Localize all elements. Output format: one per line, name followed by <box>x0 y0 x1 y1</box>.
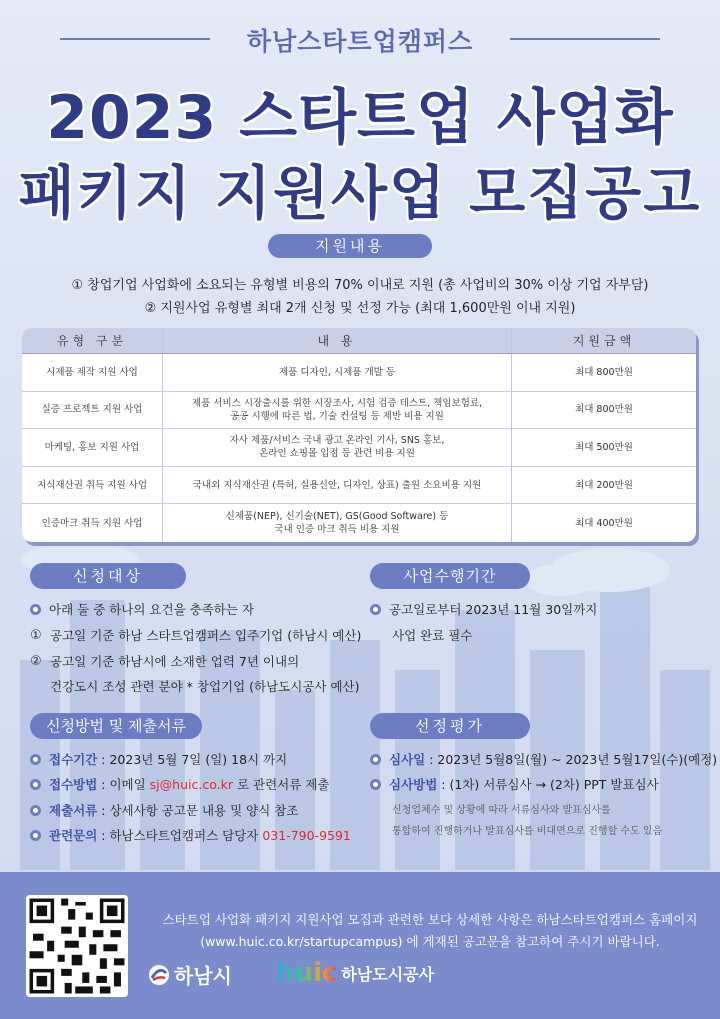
evaluation-date-key: 심사일 <box>389 752 426 767</box>
email-link[interactable]: sj@huic.co.kr <box>149 777 233 792</box>
table-row <box>22 504 696 542</box>
row-type: 시제품 제작 지원 사업 <box>46 366 138 378</box>
apply-section-label: 신청방법 및 제출서류 <box>30 713 202 739</box>
evaluation-method-value: : (1차) 서류심사 → (2차) PPT 발표심사 <box>437 777 659 792</box>
organization-name: 하남스타트업캠퍼스 <box>246 27 474 56</box>
row-content: 신제품(NEP), 신기술(NET), GS(Good Software) 등 국내 인증 마크 취득 비용 지원 <box>162 504 512 542</box>
evaluation-date <box>370 750 717 768</box>
apply-inquiry-key: 관련문의 <box>49 828 98 843</box>
apply-period <box>30 750 287 768</box>
phone-number[interactable]: 031-790-9591 <box>262 828 351 843</box>
apply-documents <box>30 801 298 819</box>
period-line-1 <box>370 600 597 618</box>
bullet-icon <box>30 830 41 841</box>
row-amount: 최대 800만원 <box>575 404 633 416</box>
evaluation-date-value: : 2023년 5월8일(월) ~ 2023년 5월17일(수)(예정) <box>425 752 718 767</box>
eligibility-lead-text: 아래 둘 중 하나의 요건을 충족하는 자 <box>49 602 254 617</box>
row-content: 제품 서비스 시장출시를 위한 시장조사, 시험 검증 테스트, 책임보험료, 공공 시행에 따른 법, 기술 컨설팅 등 제반 비용 지원 <box>162 392 512 429</box>
row-amount: 최대 200만원 <box>575 479 633 491</box>
apply-method-value-end: 로 관련서류 제출 <box>232 777 330 792</box>
table-row <box>22 354 696 392</box>
apply-inquiry-value: : 하남스타트업캠퍼스 담당자 <box>97 828 263 843</box>
table-row <box>22 392 696 430</box>
evaluation-method-key: 심사방법 <box>389 777 438 792</box>
apply-period-value: : 2023년 5월 7일 (일) 18시 까지 <box>97 752 288 767</box>
hanam-city-logo <box>148 960 232 989</box>
evaluation-section-label: 선정평가 <box>370 713 530 739</box>
header-content: 내 용 <box>162 328 512 353</box>
bullet-icon <box>30 779 41 790</box>
evaluation-note-2: 통합하여 진행하거나 발표심사를 비대면으로 진행할 수도 있음 <box>392 826 663 837</box>
eligibility-item-2-text: 공고일 기준 하남시에 소재한 업력 7년 이내의 <box>50 654 300 669</box>
row-type: 지식재산권 취득 지원 사업 <box>36 479 147 491</box>
title-line-2: 패키지 지원사업 모집공고 <box>18 159 702 227</box>
huic-logo <box>276 958 434 988</box>
bullet-icon <box>30 604 41 615</box>
row-type: 마케팅, 홍보 지원 사업 <box>44 441 140 453</box>
item-number: ② <box>30 653 42 669</box>
evaluation-note-1: 신청업체수 및 상황에 따라 서류심사와 발표심사를 <box>392 805 611 816</box>
table-row <box>22 467 696 505</box>
row-amount: 최대 500만원 <box>575 441 633 453</box>
apply-documents-value: : 상세사항 공고문 내용 및 양식 참조 <box>97 803 299 818</box>
support-table <box>22 328 696 542</box>
period-section-label: 사업수행기간 <box>370 563 530 589</box>
eligibility-item-2 <box>30 652 299 670</box>
apply-method <box>30 775 329 793</box>
period-line-1-text: 공고일로부터 2023년 11월 30일까지 <box>389 602 598 617</box>
eligibility-item-1 <box>30 626 361 644</box>
support-note-2: ② 지원사업 유형별 최대 2개 신청 및 선정 가능 (최대 1,600만원 이내 지원) <box>144 301 576 316</box>
bullet-icon <box>30 754 41 765</box>
header-amount: 지원금액 <box>572 334 636 348</box>
header-type: 유형 구분 <box>56 334 128 348</box>
table-row <box>22 429 696 467</box>
apply-method-value: : 이메일 <box>97 777 150 792</box>
row-content: 자사 제품/서비스 국내 광고 온라인 기사, SNS 홍보, 온라인 쇼핑몰 입점 등 관련 비용 지원 <box>162 429 512 466</box>
apply-inquiry <box>30 826 351 844</box>
evaluation-method <box>370 775 659 793</box>
footer-line-1: 스타트업 사업화 패키지 지원사업 모집과 관련한 보다 상세한 사항은 하남스타트업캠퍼스 홈페이지 <box>162 912 698 927</box>
row-type: 인증마크 취득 지원 사업 <box>41 517 143 529</box>
hanam-emblem-icon <box>148 964 170 986</box>
item-number: ① <box>30 627 42 643</box>
eligibility-item-2-cont <box>50 677 359 695</box>
apply-period-key: 접수기간 <box>49 752 98 767</box>
city-skyline-background <box>0 540 720 870</box>
eligibility-lead <box>30 600 254 618</box>
row-amount: 최대 400만원 <box>575 517 633 529</box>
bullet-icon <box>370 779 381 790</box>
title-line-1: 2023 스타트업 사업화 <box>46 83 674 153</box>
eligibility-section-label: 신청대상 <box>30 563 186 589</box>
bullet-icon <box>370 604 381 615</box>
huic-text: 하남도시공사 <box>341 964 435 984</box>
huic-mark: huic <box>276 958 338 988</box>
apply-documents-key: 제출서류 <box>49 803 98 818</box>
bullet-icon <box>30 805 41 816</box>
row-content: 국내외 지식재산권 (특허, 실용신안, 디자인, 상표) 출원 소요비용 지원 <box>162 467 512 504</box>
support-note-1: ① 창업기업 사업화에 소요되는 유형별 비용의 70% 이내로 지원 (총 사업비의 30% 이상 기업 자부담) <box>71 278 649 293</box>
eligibility-item-2-text-cont: 건강도시 조성 관련 분야 * 창업기업 (하남도시공사 예산) <box>50 679 360 694</box>
row-type: 실증 프로젝트 지원 사업 <box>41 404 143 416</box>
footer-line-2: (www.huic.co.kr/startupcampus) 에 게재된 공고문을 참고하여 주시기 바랍니다. <box>200 934 660 949</box>
row-content: 제품 디자인, 시제품 개발 등 <box>162 354 512 391</box>
hanam-city-text: 하남시 <box>174 964 232 988</box>
eligibility-item-1-text: 공고일 기준 하남 스타트업캠퍼스 입주기업 (하남시 예산) <box>50 628 362 643</box>
apply-method-key: 접수방법 <box>49 777 98 792</box>
period-line-2 <box>392 626 472 644</box>
row-amount: 최대 800만원 <box>575 366 633 378</box>
support-section-label: 지원내용 <box>268 234 432 258</box>
table-header <box>22 328 696 354</box>
period-line-2-text: 사업 완료 필수 <box>392 628 473 643</box>
bullet-icon <box>370 754 381 765</box>
